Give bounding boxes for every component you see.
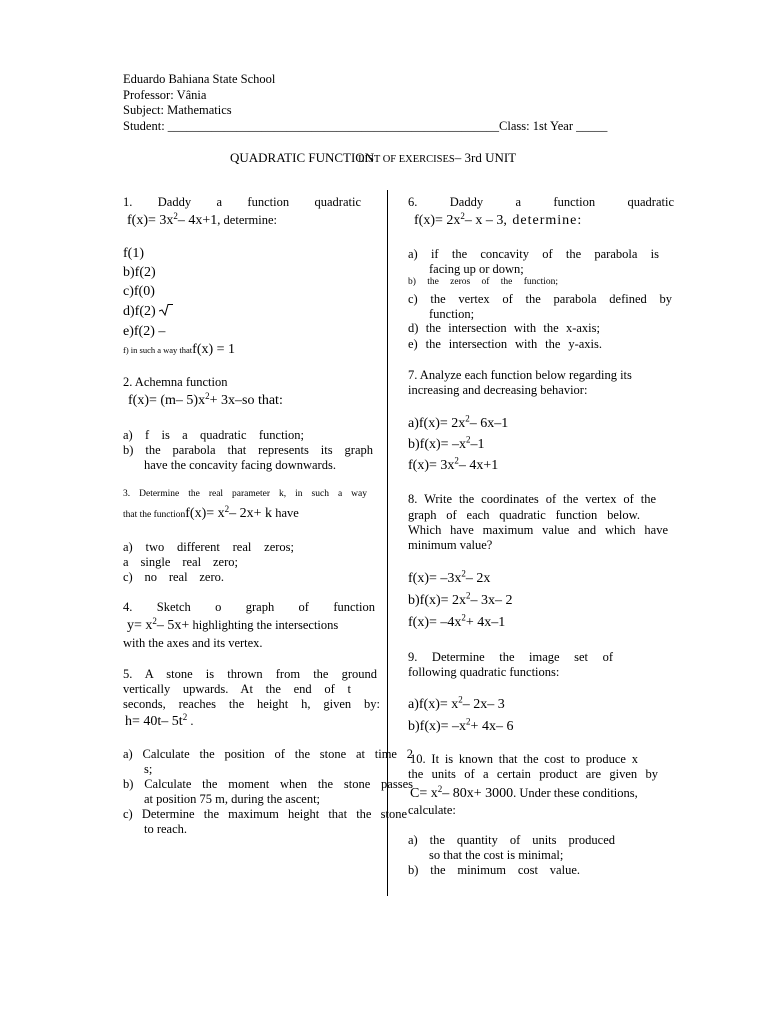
q6-item-a-line1: a) if the concavity of the parabola is [408,247,659,261]
q6-intro: 6. Daddy a function quadratic [408,195,674,209]
q10-line1: 10. It is known that the cost to produce x [410,752,638,766]
q8-line1: 8. Write the coordinates of the vertex of the [408,492,656,506]
q7-line2: increasing and decreasing behavior: [408,383,588,397]
q1-item-b: b)f(2) [123,265,156,280]
q5-line2: vertically upwards. At the end of t [123,682,351,696]
q2-item-a: a) f is a quadratic function; [123,428,304,442]
q6-function: $f(x)= 2x^2-$ x – 3, determine: [414,210,583,228]
q2-item-b-line1: b) the parabola that represents its graph [123,443,373,457]
q5-line1: 5. A stone is thrown from the ground [123,667,377,681]
q9-line1: 9. Determine the image set of [408,650,613,664]
q6-item-a-line2: facing up or down; [429,262,524,276]
subject-line: Subject: Mathematics [123,103,232,117]
q6-item-d: d) the intersection with the x-axis; [408,321,600,335]
q5-item-a-line2: s; [144,762,153,776]
q4-line3: with the axes and its vertex. [123,636,263,650]
student-line: Student: _____________________________________________________Class: 1st Year _____ [123,118,608,133]
q6-item-c-line2: function; [429,307,475,321]
page-title [230,150,516,166]
q8-item-c: $f(x)= -4x^2+ 4x-1$ [408,612,506,630]
q10-item-a-line1: a) the quantity of units produced [408,833,615,847]
q8-item-b: $b)f(x)= 2x^2-$ 3x– 2 [408,590,513,608]
title-rest: – 3rd UNIT [454,150,517,165]
q2-function: f(x)= (m– $5)x^2+ 3x-so$ that: [128,390,283,408]
q1-item-e: e)f(2) – [123,324,166,339]
q5-equation: h= 40t– $5t^2$ . [125,711,194,729]
q1-function: $f(x)= 3x^2-$ 4x+1, determine: [127,210,277,228]
square-root-icon [159,304,173,316]
q5-line3: seconds, reaches the height h, given by: [123,697,380,711]
q5-item-c-line1: c) Determine the maximum height that the stone [123,807,407,821]
q1-item-c: c)f(0) [123,284,155,299]
q9-line2: following quadratic functions: [408,665,560,679]
q5-item-b-line2: at position 75 m, during the ascent; [144,792,321,806]
q3-line1: 3. Determine the real parameter k, in such a way [123,489,367,499]
q1-item-f: f) in such a way thatf(x) = 1 [123,342,236,357]
q3-line2: that the functionf(x)= $x^2-$ 2x+ k have [123,503,299,521]
title-main: QUADRATIC FUNCTION [230,150,375,165]
q3-item-a: a) two different real zeros; [123,540,294,554]
q7-item-c: $f(x)= 3x^2-$ 4x+1 [408,455,499,473]
q8-line2: graph of each quadratic function below. [408,508,640,522]
q6-item-b: b) the zeros of the function; [408,277,558,287]
q2-item-b-line2: have the concavity facing downwards. [144,458,336,472]
q2-intro: 2. Achemna function [123,375,228,389]
professor-line: Professor: Vânia [123,87,207,102]
q5-item-a-line1: a) Calculate the position of the stone at time 2 [123,747,413,761]
q7-item-a: $a)f(x)= 2x^2-$ 6x–1 [408,413,509,431]
header-block [123,72,607,134]
q1-item-a: f(1) [123,246,144,261]
q3-item-b: a single real zero; [123,555,238,569]
q5-item-c-line2: to reach. [144,822,188,836]
q5-item-b-line1: b) Calculate the moment when the stone passes [123,777,413,791]
q6-item-e: e) the intersection with the y-axis. [408,337,602,351]
school-name: Eduardo Bahiana State School [123,72,276,86]
q1-item-d: d)f(2) [123,304,173,320]
q9-item-a: $a)f(x)= x^2-$ 2x– 3 [408,694,505,712]
q7-item-b: $b)f(x)= -x^2-1$ [408,434,485,452]
q10-item-b: b) the minimum cost value. [408,863,580,877]
q10-line2: the units of a certain product are given by [408,767,658,781]
q3-item-c: c) no real zero. [123,570,224,584]
q9-item-b: $b)f(x)= -x^2+ 4x-$ 6 [408,716,514,734]
q10-item-a-line2: so that the cost is minimal; [429,848,564,862]
q1-intro: 1. Daddy a function quadratic [123,195,361,209]
title-overlap: LIST OF EXERCISES [358,154,455,165]
q10-line3: $C= x^2-$ 80x+ 3000. Under these conditions, [410,783,638,801]
q6-item-c-line1: c) the vertex of the parabola defined by [408,292,672,306]
q8-line4: minimum value? [408,538,493,552]
q8-line3: Which have maximum value and which have [408,523,668,537]
q4-line2: $y= x^2-$ 5x+ highlighting the intersections [127,615,339,633]
q10-line4: calculate: [408,803,456,817]
q8-item-a: $f(x)= -3x^2-$ 2x [408,568,491,586]
q7-line1: 7. Analyze each function below regarding its [408,368,632,382]
q4-line1: 4. Sketch o graph of function [123,600,375,614]
